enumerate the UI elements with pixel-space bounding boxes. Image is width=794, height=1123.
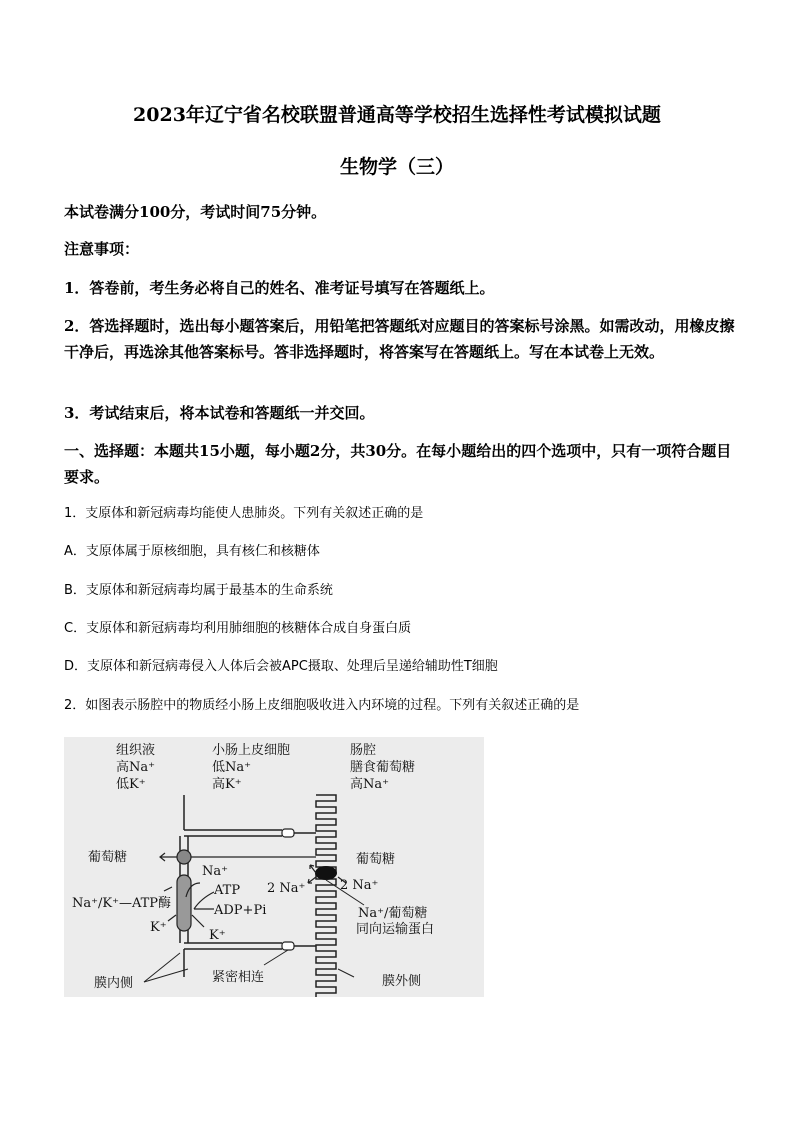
label-symporter-2: 同向运输蛋白 [356, 922, 435, 937]
top-tight-junction [282, 829, 294, 837]
label-glucose-right: 葡萄糖 [356, 852, 396, 867]
symporter-glucose-arrow [310, 865, 316, 873]
bottom-tight-junction [282, 942, 294, 950]
label-k-left: K⁺ [150, 920, 167, 935]
label-pump: Na⁺/K⁺—ATP酶 [72, 896, 172, 911]
label-tissue-fluid: 组织液 [116, 743, 156, 758]
exam-subject: 生物学（三） [339, 156, 454, 178]
section-heading: 一、选择题：本题共15小题，每小题2分，共30分。在每小题给出的四个选项中，只有一项符合题目要求。 [64, 442, 732, 486]
atp-arrow [194, 892, 214, 909]
label-cell-na: 低Na⁺ [212, 760, 251, 775]
glucose-exit-arrow [160, 853, 177, 861]
label-adp: ADP+Pi [214, 903, 267, 918]
note-2: 2．答选择题时，选出每小题答案后，用铅笔把答题纸对应题目的答案标号涂黑。如需改动，用橡皮擦干净后，再选涂其他答案标号。答非选择题时，将答案写在答题纸上。写在本试卷上无效。 [64, 317, 735, 361]
intestinal-cell-diagram [64, 737, 484, 997]
exam-title: 2023年辽宁省名校联盟普通高等学校招生选择性考试模拟试题 [133, 104, 661, 126]
question-1-stem: 1．支原体和新冠病毒均能使人患肺炎。下列有关叙述正确的是 [64, 506, 424, 521]
label-membrane-inner: 膜内侧 [94, 976, 134, 991]
tight-junction-pointer [264, 950, 288, 965]
label-tissue-na: 高Na⁺ [116, 760, 155, 775]
membrane-inner-pointer-1 [144, 953, 180, 982]
membrane-outer-pointer [338, 969, 354, 977]
note-3: 3．考试结束后，将本试卷和答题纸一并交回。 [64, 404, 375, 422]
question-1-option-b: B．支原体和新冠病毒均属于最基本的生命系统 [64, 583, 333, 598]
label-membrane-outer: 膜外侧 [382, 974, 422, 989]
label-symporter-1: Na⁺/葡萄糖 [358, 906, 428, 921]
label-na2-out: 2 Na⁺ [340, 878, 379, 893]
score-time-text: 本试卷满分100分，考试时间75分钟。 [64, 203, 327, 221]
note-1: 1．答卷前，考生务必将自己的姓名、准考证号填写在答题纸上。 [64, 279, 495, 297]
notes-title: 注意事项： [64, 240, 140, 258]
label-na2-in: 2 Na⁺ [267, 881, 306, 896]
glucose-carrier [177, 850, 191, 864]
label-cell: 小肠上皮细胞 [212, 743, 291, 758]
question-2-stem: 2．如图表示肠腔中的物质经小肠上皮细胞吸收进入内环境的过程。下列有关叙述正确的是 [64, 698, 580, 713]
microvilli [316, 795, 336, 997]
question-1-option-d: D．支原体和新冠病毒侵入人体后会被APC摄取、处理后呈递给辅助性T细胞 [64, 659, 498, 674]
label-na-top: Na⁺ [202, 864, 228, 879]
na-glucose-symporter [315, 866, 337, 880]
label-lumen: 肠腔 [350, 743, 377, 758]
na-k-atpase [177, 875, 191, 931]
label-tissue-k: 低K⁺ [116, 777, 146, 792]
label-k-right: K⁺ [209, 928, 226, 943]
question-1-option-a: A．支原体属于原核细胞，具有核仁和核糖体 [64, 544, 320, 559]
question-1-option-c: C．支原体和新冠病毒均利用肺细胞的核糖体合成自身蛋白质 [64, 621, 412, 636]
label-lumen-glucose: 膳食葡萄糖 [350, 760, 416, 775]
label-atp: ATP [214, 883, 241, 898]
label-lumen-na: 高Na⁺ [350, 777, 389, 792]
membrane-inner-pointer-2 [144, 969, 188, 982]
label-glucose-left: 葡萄糖 [88, 850, 128, 865]
label-tight-junction: 紧密相连 [212, 970, 265, 985]
label-cell-k: 高K⁺ [212, 777, 242, 792]
